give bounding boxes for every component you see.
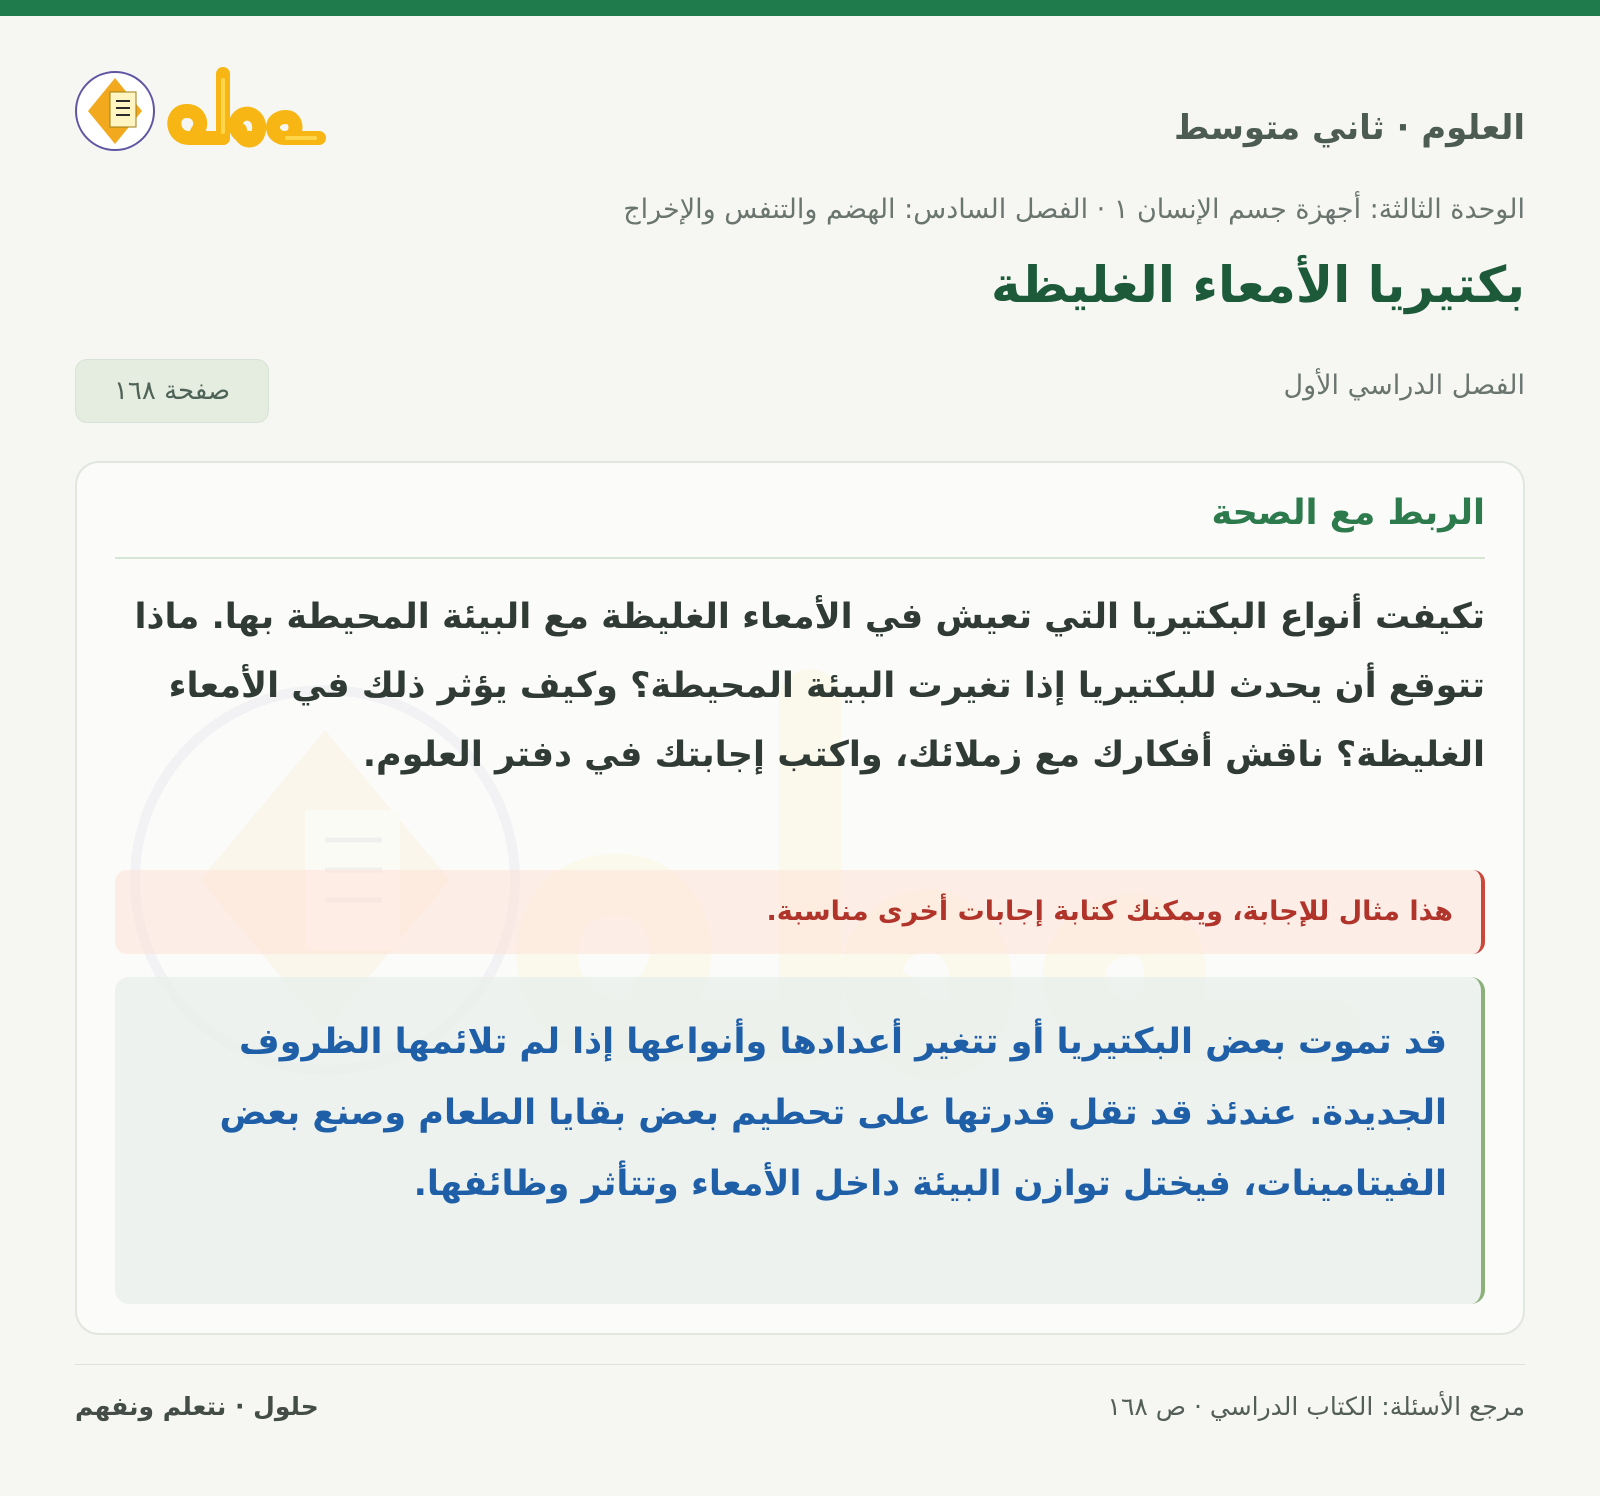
book-logo-icon[interactable] [75,56,335,166]
subject-heading: العلوم · ثاني متوسط [1174,108,1525,148]
breadcrumb: الوحدة الثالثة: أجهزة جسم الإنسان ١ · الفصل السادس: الهضم والتنفس والإخراج [623,194,1525,225]
section-divider [115,557,1485,559]
header [75,56,1525,166]
footer-brand: حلول · نتعلم ونفهم [75,1392,319,1421]
page-number-badge: صفحة ١٦٨ [75,359,269,423]
answer-note: هذا مثال للإجابة، ويمكنك كتابة إجابات أخرى مناسبة. [115,870,1485,954]
question-card [75,461,1525,1335]
page-title: بكتيريا الأمعاء الغليظة [990,256,1525,314]
top-accent-bar [0,0,1600,16]
page-container [75,16,1525,1496]
answer-text: قد تموت بعض البكتيريا أو تتغير أعدادها وأنواعها إذا لم تلائمها الظروف الجديدة. عندئذ قد تقل قدرتها على تحطيم بعض بقايا الطعام وصنع بعض الفيتامينات، فيختل توازن البيئة داخل الأمعاء وتتأثر وظائفها. [219,1022,1447,1204]
answer-box [115,977,1485,1304]
footer-source: مرجع الأسئلة: الكتاب الدراسي · ص ١٦٨ [1107,1392,1525,1421]
semester-label: الفصل الدراسي الأول [1283,370,1525,401]
footer-divider [75,1364,1525,1365]
section-title: الربط مع الصحة [1211,493,1485,533]
question-text: تكيفت أنواع البكتيريا التي تعيش في الأمعاء الغليظة مع البيئة المحيطة بها. ماذا تتوقع أن يحدث للبكتيريا إذا تغيرت البيئة المحيطة؟ وكيف يؤثر ذلك في الأمعاء الغليظة؟ ناقش أفكارك مع زملائك، واكتب إجابتك في دفتر العلوم. [134,597,1485,775]
